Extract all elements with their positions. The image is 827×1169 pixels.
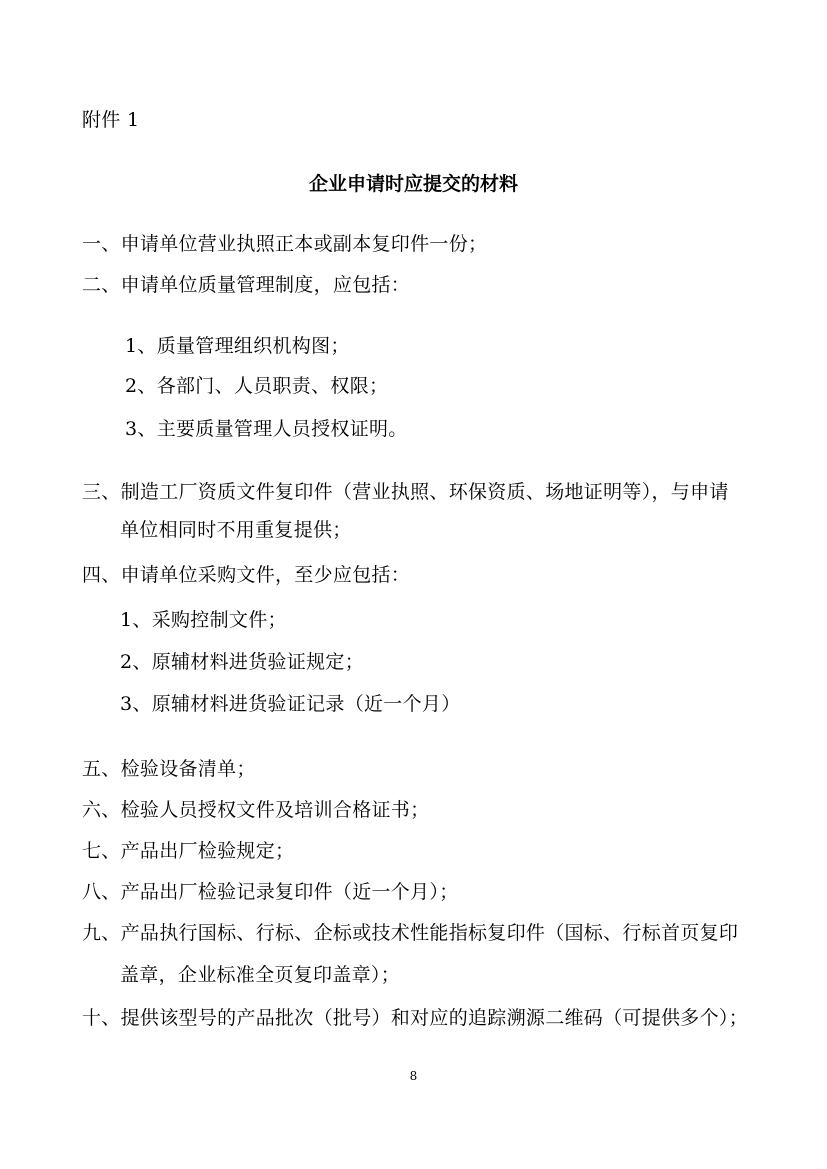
list-item-3-line1: 三、制造工厂资质文件复印件（营业执照、环保资质、场地证明等），与申请 — [82, 481, 729, 503]
list-item-9-line1: 九、产品执行国标、行标、企标或技术性能指标复印件（国标、行标首页复印 — [82, 922, 739, 944]
list-subitem-2-1: 1、质量管理组织机构图； — [125, 335, 350, 357]
list-item-8: 八、产品出厂检验记录复印件（近一个月）； — [82, 881, 459, 903]
list-item-6: 六、检验人员授权文件及培训合格证书； — [82, 799, 430, 821]
list-subitem-4-3: 3、原辅材料进货验证记录（近一个月） — [120, 693, 461, 715]
list-item-2: 二、申请单位质量管理制度，应包括： — [82, 274, 411, 296]
list-item-7: 七、产品出厂检验规定； — [82, 840, 295, 862]
list-item-4: 四、申请单位采购文件，至少应包括： — [82, 564, 411, 586]
page-title: 企业申请时应提交的材料 — [308, 173, 518, 195]
list-item-5: 五、检验设备清单； — [82, 758, 256, 780]
list-item-10: 十、提供该型号的产品批次（批号）和对应的追踪溯源二维码（可提供多个）； — [82, 1007, 749, 1029]
attachment-label: 附件 1 — [82, 109, 140, 131]
list-item-3-line2: 单位相同时不用重复提供； — [120, 519, 352, 541]
list-subitem-4-1: 1、采购控制文件； — [120, 609, 287, 631]
list-item-9-line2: 盖章，企业标准全页复印盖章）； — [120, 964, 401, 986]
list-item-1: 一、申请单位营业执照正本或副本复印件一份； — [82, 233, 488, 255]
list-subitem-2-2: 2、各部门、人员职责、权限； — [125, 375, 389, 397]
list-subitem-4-2: 2、原辅材料进货验证规定； — [120, 651, 364, 673]
page-number: 8 — [409, 1069, 418, 1083]
list-subitem-2-3: 3、主要质量管理人员授权证明。 — [125, 418, 408, 440]
